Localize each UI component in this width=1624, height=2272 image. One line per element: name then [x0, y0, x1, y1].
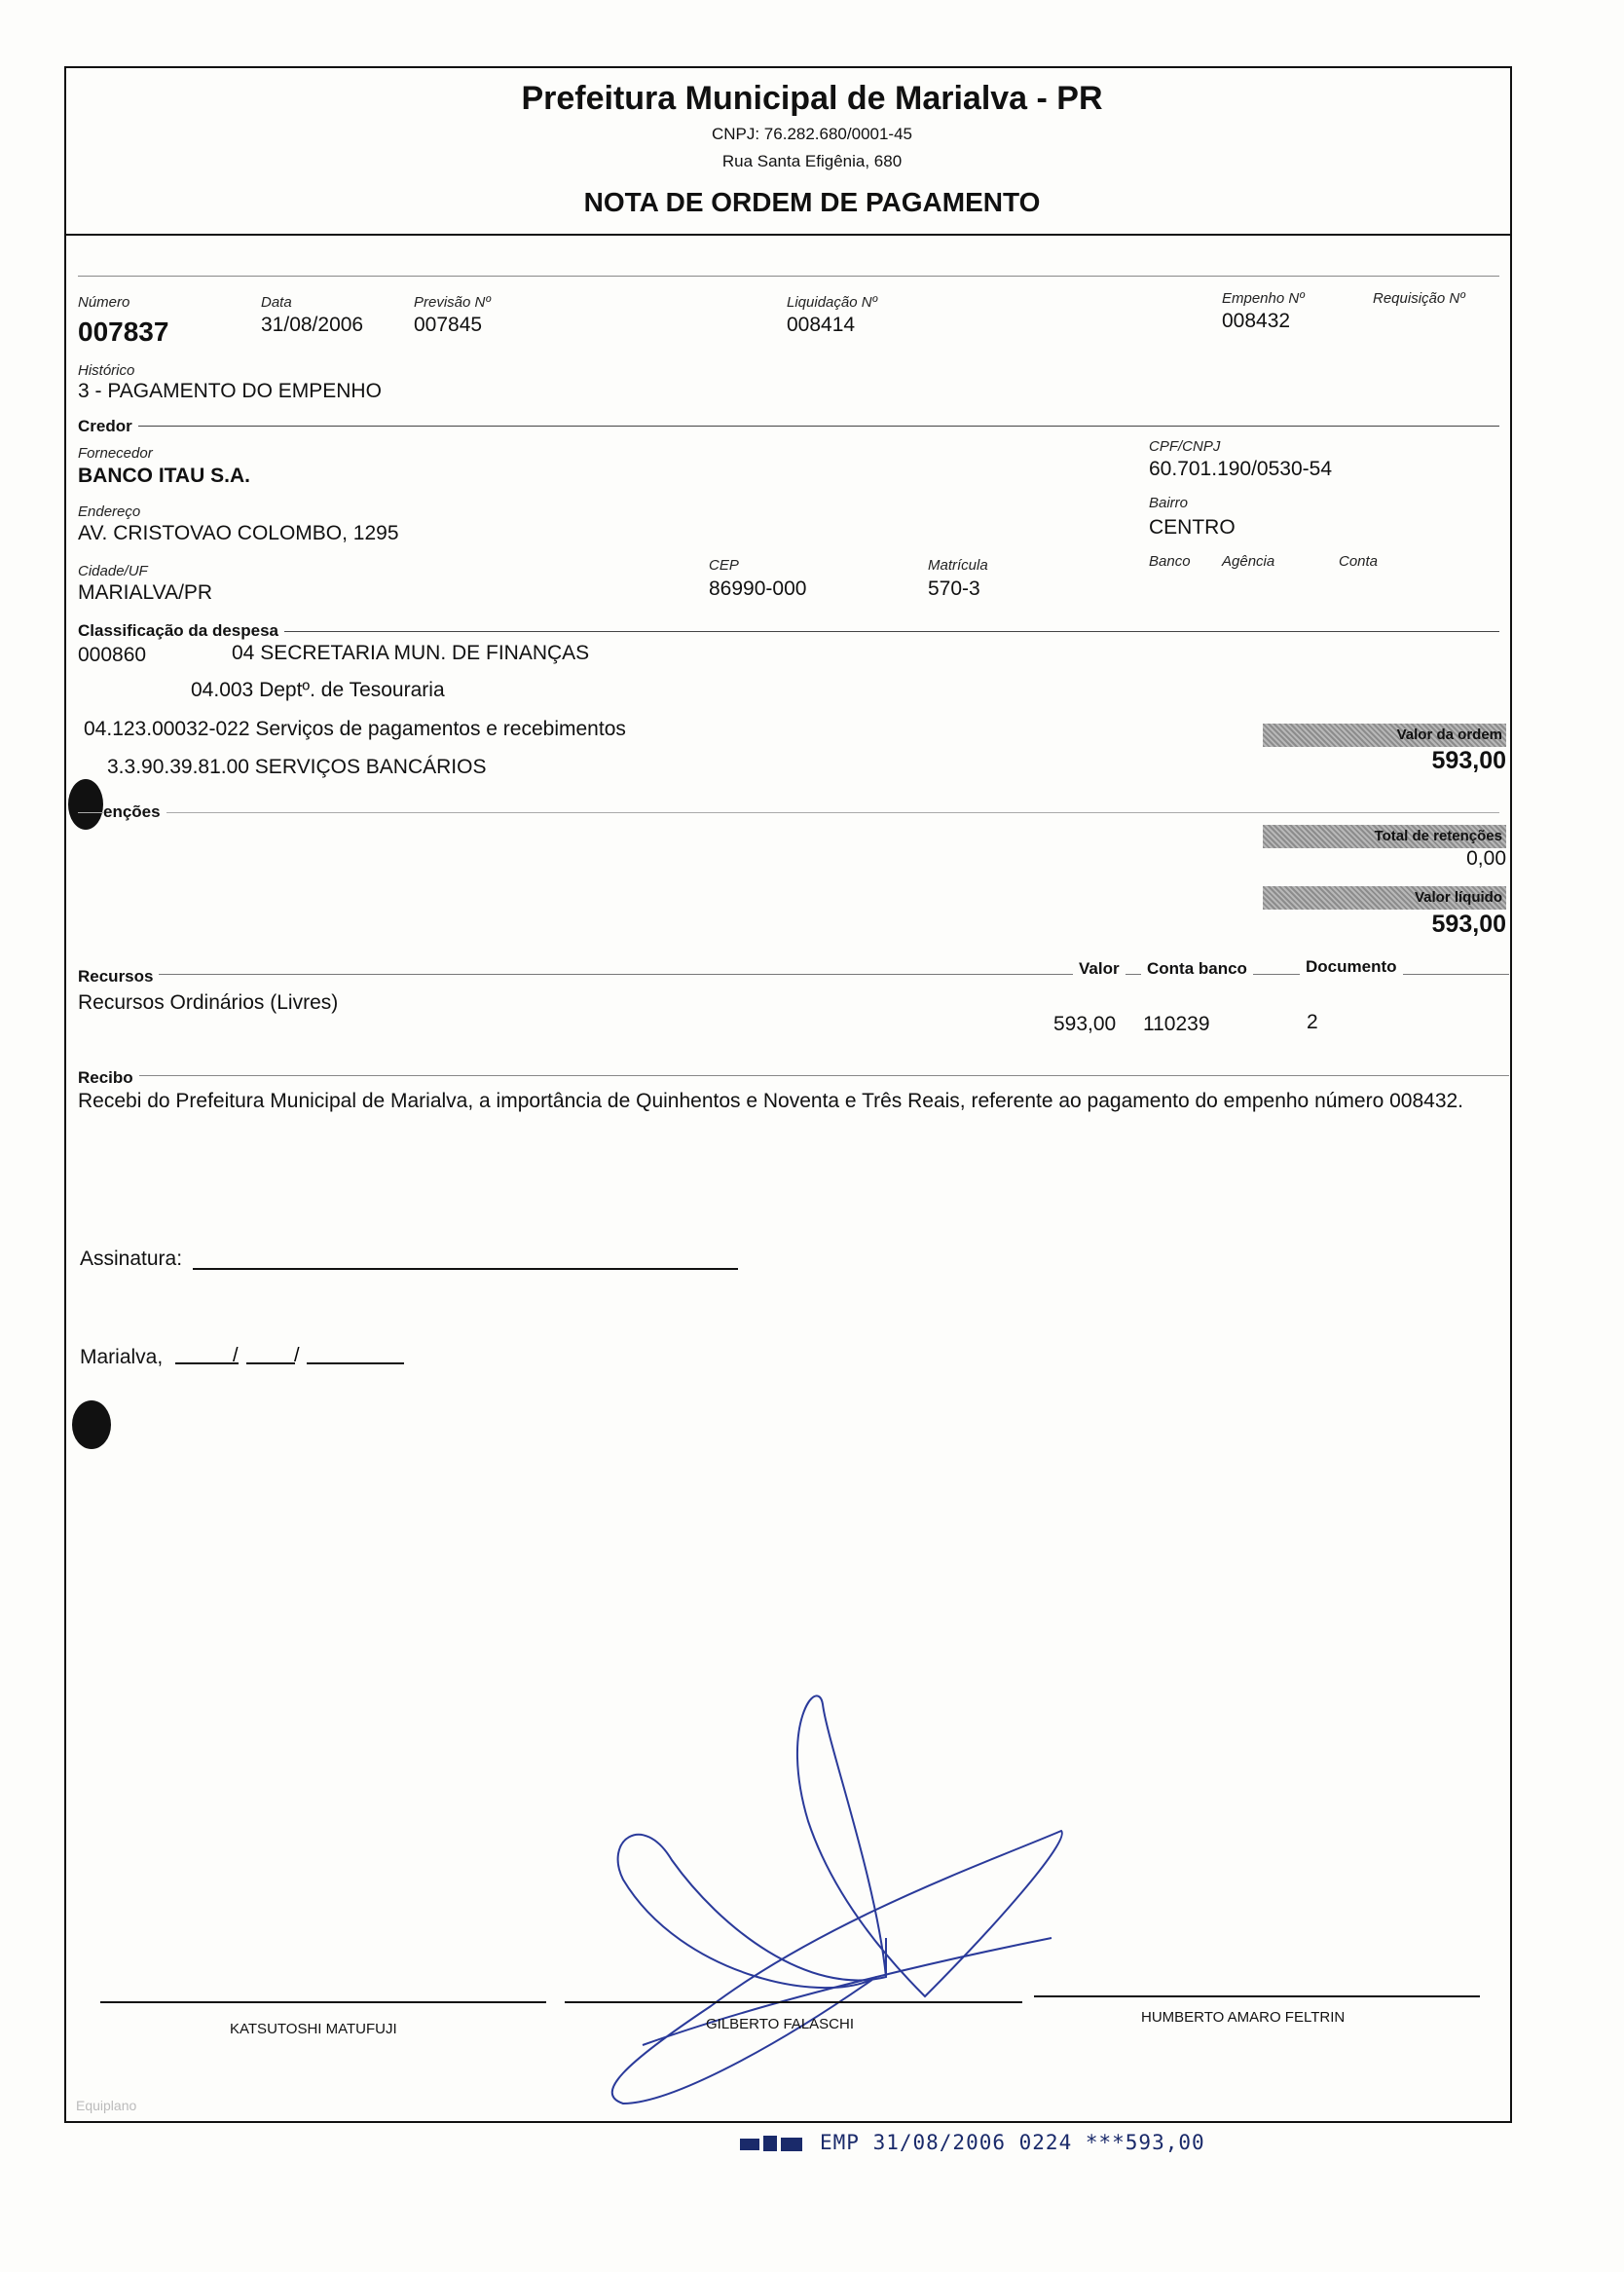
matricula-value: 570-3	[928, 577, 980, 600]
cidade-label: Cidade/UF	[78, 563, 148, 579]
endereco-value: AV. CRISTOVAO COLOMBO, 1295	[78, 522, 399, 544]
historico-label: Histórico	[78, 362, 135, 379]
bairro-value: CENTRO	[1149, 516, 1236, 539]
svg-text:/: /	[294, 1345, 300, 1365]
recibo-text: Recebi do Prefeitura Municipal de Marialva, a importância de Quinhentos e Noventa e Três Reais, referente ao pagamento do empenho número 008432.	[78, 1090, 1464, 1112]
recibo-section: Recibo	[78, 1068, 139, 1088]
top-divider	[78, 276, 1499, 277]
recibo-rule	[78, 1075, 1509, 1076]
assinatura-label: Assinatura:	[80, 1248, 183, 1270]
matricula-label: Matrícula	[928, 557, 988, 574]
credor-section: Credor	[78, 417, 138, 436]
cpf-value: 60.701.190/0530-54	[1149, 458, 1333, 480]
liquidacao-value: 008414	[787, 314, 856, 336]
cep-value: 86990-000	[709, 577, 807, 600]
classificacao-rule	[78, 631, 1499, 632]
banco-label: Banco	[1149, 553, 1191, 570]
recursos-rule	[78, 974, 1509, 975]
classificacao-line1: 04 SECRETARIA MUN. DE FINANÇAS	[232, 642, 590, 664]
bairro-label: Bairro	[1149, 495, 1189, 511]
conta-label: Conta	[1339, 553, 1379, 570]
previsao-label: Previsão Nº	[414, 294, 491, 311]
software-name: Equiplano	[76, 2098, 137, 2113]
total-retencoes-value: 0,00	[1466, 847, 1506, 870]
numero-label: Número	[78, 294, 130, 311]
requisicao-label: Requisição Nº	[1373, 290, 1465, 307]
recursos-documento: 2	[1307, 1011, 1318, 1033]
page-title: Prefeitura Municipal de Marialva - PR	[521, 80, 1103, 117]
cidade-value: MARIALVA/PR	[78, 581, 213, 604]
svg-text:/: /	[233, 1345, 239, 1365]
credor-rule	[78, 426, 1499, 427]
recursos-valor: 593,00	[1053, 1013, 1117, 1035]
ink-blot-2	[72, 1400, 111, 1449]
address-text: Rua Santa Efigênia, 680	[721, 152, 903, 170]
signer-2: GILBERTO FALASCHI	[706, 2016, 854, 2032]
valor-ordem-value: 593,00	[1431, 747, 1506, 774]
date-blank-lines	[170, 1344, 414, 1365]
retencoes-rule	[78, 812, 1499, 813]
signer-3: HUMBERTO AMARO FELTRIN	[1141, 2009, 1346, 2026]
retencoes-section: enções	[103, 802, 166, 822]
bank-auth-stamp: EMP 31/08/2006 0224 ***593,00	[820, 2131, 1205, 2154]
bank-logo-stamp	[740, 2133, 808, 2154]
liquidacao-label: Liquidação Nº	[787, 294, 878, 311]
historico-value: 3 - PAGAMENTO DO EMPENHO	[78, 380, 382, 402]
classificacao-section: Classificação da despesa	[78, 621, 284, 641]
classificacao-code: 000860	[78, 644, 147, 666]
header-divider	[64, 234, 1512, 236]
recursos-fonte: Recursos Ordinários (Livres)	[78, 991, 339, 1014]
conta-banco-column-label: Conta banco	[1141, 959, 1253, 979]
recursos-section: Recursos	[78, 967, 159, 987]
signer-line-1	[100, 2001, 546, 2003]
signer-line-3	[1034, 1995, 1480, 1997]
valor-column-label: Valor	[1073, 959, 1126, 979]
ink-blot	[68, 779, 103, 830]
data-label: Data	[261, 294, 292, 311]
valor-liquido-label: Valor líquido	[1263, 886, 1506, 910]
previsao-value: 007845	[414, 314, 483, 336]
signer-line-2	[565, 2001, 1022, 2003]
signer-1: KATSUTOSHI MATUFUJI	[230, 2021, 397, 2037]
classificacao-line2: 04.003 Deptº. de Tesouraria	[191, 679, 445, 701]
numero-value: 007837	[78, 317, 169, 347]
empenho-label: Empenho Nº	[1222, 290, 1305, 307]
cpf-label: CPF/CNPJ	[1149, 438, 1221, 455]
valor-ordem-label: Valor da ordem	[1263, 724, 1506, 747]
recursos-conta-banco: 110239	[1143, 1013, 1210, 1035]
classificacao-line3: 04.123.00032-022 Serviços de pagamentos e recebimentos	[84, 718, 626, 740]
fornecedor-value: BANCO ITAU S.A.	[78, 465, 250, 487]
handwritten-signature	[584, 1685, 1090, 2113]
assinatura-line	[193, 1268, 738, 1270]
classificacao-line4: 3.3.90.39.81.00 SERVIÇOS BANCÁRIOS	[107, 756, 487, 778]
local-label: Marialva,	[80, 1346, 164, 1368]
agencia-label: Agência	[1222, 553, 1275, 570]
total-retencoes-label: Total de retenções	[1263, 825, 1506, 848]
empenho-value: 008432	[1222, 310, 1291, 332]
documento-column-label: Documento	[1300, 957, 1403, 977]
cnpj-text: CNPJ: 76.282.680/0001-45	[711, 125, 913, 143]
document-title: NOTA DE ORDEM DE PAGAMENTO	[583, 187, 1041, 217]
cep-label: CEP	[709, 557, 739, 574]
fornecedor-label: Fornecedor	[78, 445, 153, 462]
endereco-label: Endereço	[78, 503, 141, 520]
valor-liquido-value: 593,00	[1431, 911, 1506, 938]
data-value: 31/08/2006	[261, 314, 364, 336]
